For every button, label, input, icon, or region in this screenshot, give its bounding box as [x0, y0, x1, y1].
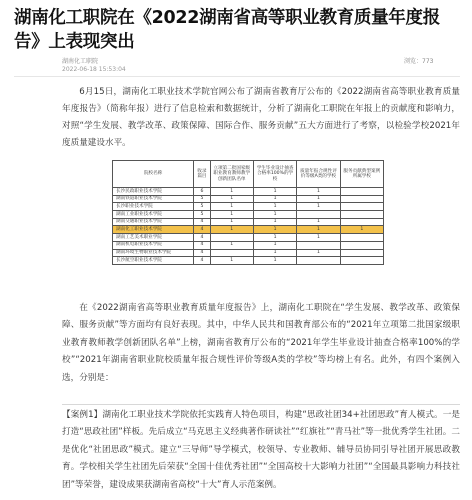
- table-header: 质量年报合规性评价等级A类的学校: [297, 161, 340, 188]
- table-header: 服务贡献典型案例所属学校: [340, 161, 383, 188]
- table-cell: 1: [210, 195, 253, 203]
- table-cell: 1: [340, 226, 383, 234]
- table-row: [113, 211, 384, 219]
- table-cell: [340, 234, 383, 242]
- table-cell: 1: [297, 195, 340, 203]
- table-cell: 1: [253, 249, 296, 257]
- title-divider: [14, 76, 460, 77]
- table-cell: 湖南工艺美术职业学院: [113, 234, 194, 242]
- table-cell: [340, 195, 383, 203]
- table-row: [113, 188, 384, 196]
- table-cell: 6: [194, 188, 210, 196]
- table-header: 院校名称: [113, 161, 194, 188]
- paragraph-case-1: 【案例1】湖南化工职业技术学院依托实践育人特色项目，构建“思政社团34+社团思政”育人模式。一是打造“思政社团”样板。先后成立“马克思主义经典著作研读社”“红旗社”“青马社”等一批优秀学生社团。二是优化“社团思政”模式。建立“三导师”导学模式，校领导、专业教师、辅导员协同引导社团开展思政教育。学校相关学生社团先后荣获“全国十佳优秀社团”“全国高校十大影响力社团”“全国最具影响力科技社团”等荣誉，建设成果获湖南省高校“十大”育人示范案例。: [62, 404, 460, 494]
- table-cell: 1: [297, 249, 340, 257]
- table-cell: 1: [210, 226, 253, 234]
- table-cell: 4: [194, 257, 210, 265]
- table-cell: 长沙民政职业技术学院: [113, 188, 194, 196]
- table-cell: 长沙航空职业技术学院: [113, 257, 194, 265]
- article-source[interactable]: 湖南化工职院: [62, 58, 99, 65]
- table-header: 学生毕业设计抽查合格率100%的学校: [253, 161, 296, 188]
- table-cell: [340, 241, 383, 249]
- table-cell: [340, 203, 383, 211]
- table-cell: 1: [253, 211, 296, 219]
- table-cell: 1: [253, 218, 296, 226]
- table-cell: 4: [194, 218, 210, 226]
- article-title: 湖南化工职院在《2022湖南省高等职业教育质量年度报告》上表现突出: [14, 8, 440, 52]
- table-cell: 4: [194, 234, 210, 242]
- table-cell: 4: [194, 226, 210, 234]
- table-cell: 1: [253, 188, 296, 196]
- table-cell: [297, 257, 340, 265]
- table-header: 立项第二批国家级职业教育教师教学创新团队名单: [210, 161, 253, 188]
- table-row: [113, 234, 384, 242]
- table-cell: 1: [210, 257, 253, 265]
- table-cell: [297, 211, 340, 219]
- table-cell: 1: [297, 234, 340, 242]
- table-cell: 5: [194, 203, 210, 211]
- table-row-highlighted: [113, 226, 384, 234]
- table-cell: 长沙职业技术学院: [113, 203, 194, 211]
- table-cell: [210, 234, 253, 242]
- paragraph-summary: 在《2022湖南省高等职业教育质量年度报告》上，湖南化工职院在“学生发展、教学改革、政策保障、服务贡献”等方面均有良好表现。其中，中华人民共和国教育部公布的“2021年立项第二批国家级职业教育教师教学创新团队名单”上榜，湖南省教育厅公布的“2021年学生毕业设计抽查合格率100%的学校”“2021年湖南省职业院校质量年报合规性评价等级A类的学校”等均榜上有名。此外，有四个案例入选，分别是：: [62, 303, 460, 383]
- table-cell: 1: [253, 195, 296, 203]
- table-cell: 1: [253, 241, 296, 249]
- table-row: [113, 218, 384, 226]
- table-row: [113, 249, 384, 257]
- table-cell: [210, 249, 253, 257]
- table-cell: 湖南环境生物职业技术学院: [113, 249, 194, 257]
- table-cell: 5: [194, 195, 210, 203]
- table-cell: 1: [210, 211, 253, 219]
- table-cell: 1: [253, 226, 296, 234]
- view-count: 浏览：773: [404, 58, 434, 65]
- table-cell: 1: [253, 234, 296, 242]
- table-cell: 湖南机电职业技术学院: [113, 241, 194, 249]
- table-cell: 1: [210, 203, 253, 211]
- table-cell: 1: [210, 241, 253, 249]
- table-cell: 湖南工业职业技术学院: [113, 211, 194, 219]
- table-cell: 1: [297, 203, 340, 211]
- table-row: [113, 241, 384, 249]
- table-cell: [340, 249, 383, 257]
- table-cell: 1: [297, 226, 340, 234]
- table-row: [113, 257, 384, 265]
- table-cell: 湖南交通职业技术学院: [113, 218, 194, 226]
- table-cell: [340, 188, 383, 196]
- table-cell: [297, 241, 340, 249]
- table-cell: 1: [210, 218, 253, 226]
- table-row: [113, 195, 384, 203]
- table-cell: 4: [194, 241, 210, 249]
- table-cell: [340, 218, 383, 226]
- table-cell: [340, 257, 383, 265]
- table-cell: 5: [194, 211, 210, 219]
- table-cell: 1: [297, 218, 340, 226]
- paragraph-intro: 6月15日，湖南化工职业技术学院官网公布了湖南省教育厅公布的《2022湖南省高等职业教育质量年度报告》（简称年报）进行了信息检索和数据统计，分析了湖南化工职院在年报上的贡献度和影响力，对照“学生发展、教学改革、政策保障、国际合作、服务贡献”五大方面进行了考察，以检验学校2021年度质量建设水平。: [62, 87, 460, 148]
- report-table: [112, 160, 384, 265]
- table-cell: [340, 211, 383, 219]
- article-date: 2022-06-18 15:53:04: [62, 66, 126, 73]
- table-cell: 4: [194, 249, 210, 257]
- table-header: 收录篇目: [194, 161, 210, 188]
- table-cell: 1: [253, 203, 296, 211]
- table-cell: 湖南化工职业技术学院: [113, 226, 194, 234]
- table-cell: 湖南铁道职业技术学院: [113, 195, 194, 203]
- table-cell: 1: [297, 188, 340, 196]
- table-cell: 1: [210, 188, 253, 196]
- table-row: [113, 203, 384, 211]
- table-header-row: [113, 161, 384, 188]
- table-cell: 1: [253, 257, 296, 265]
